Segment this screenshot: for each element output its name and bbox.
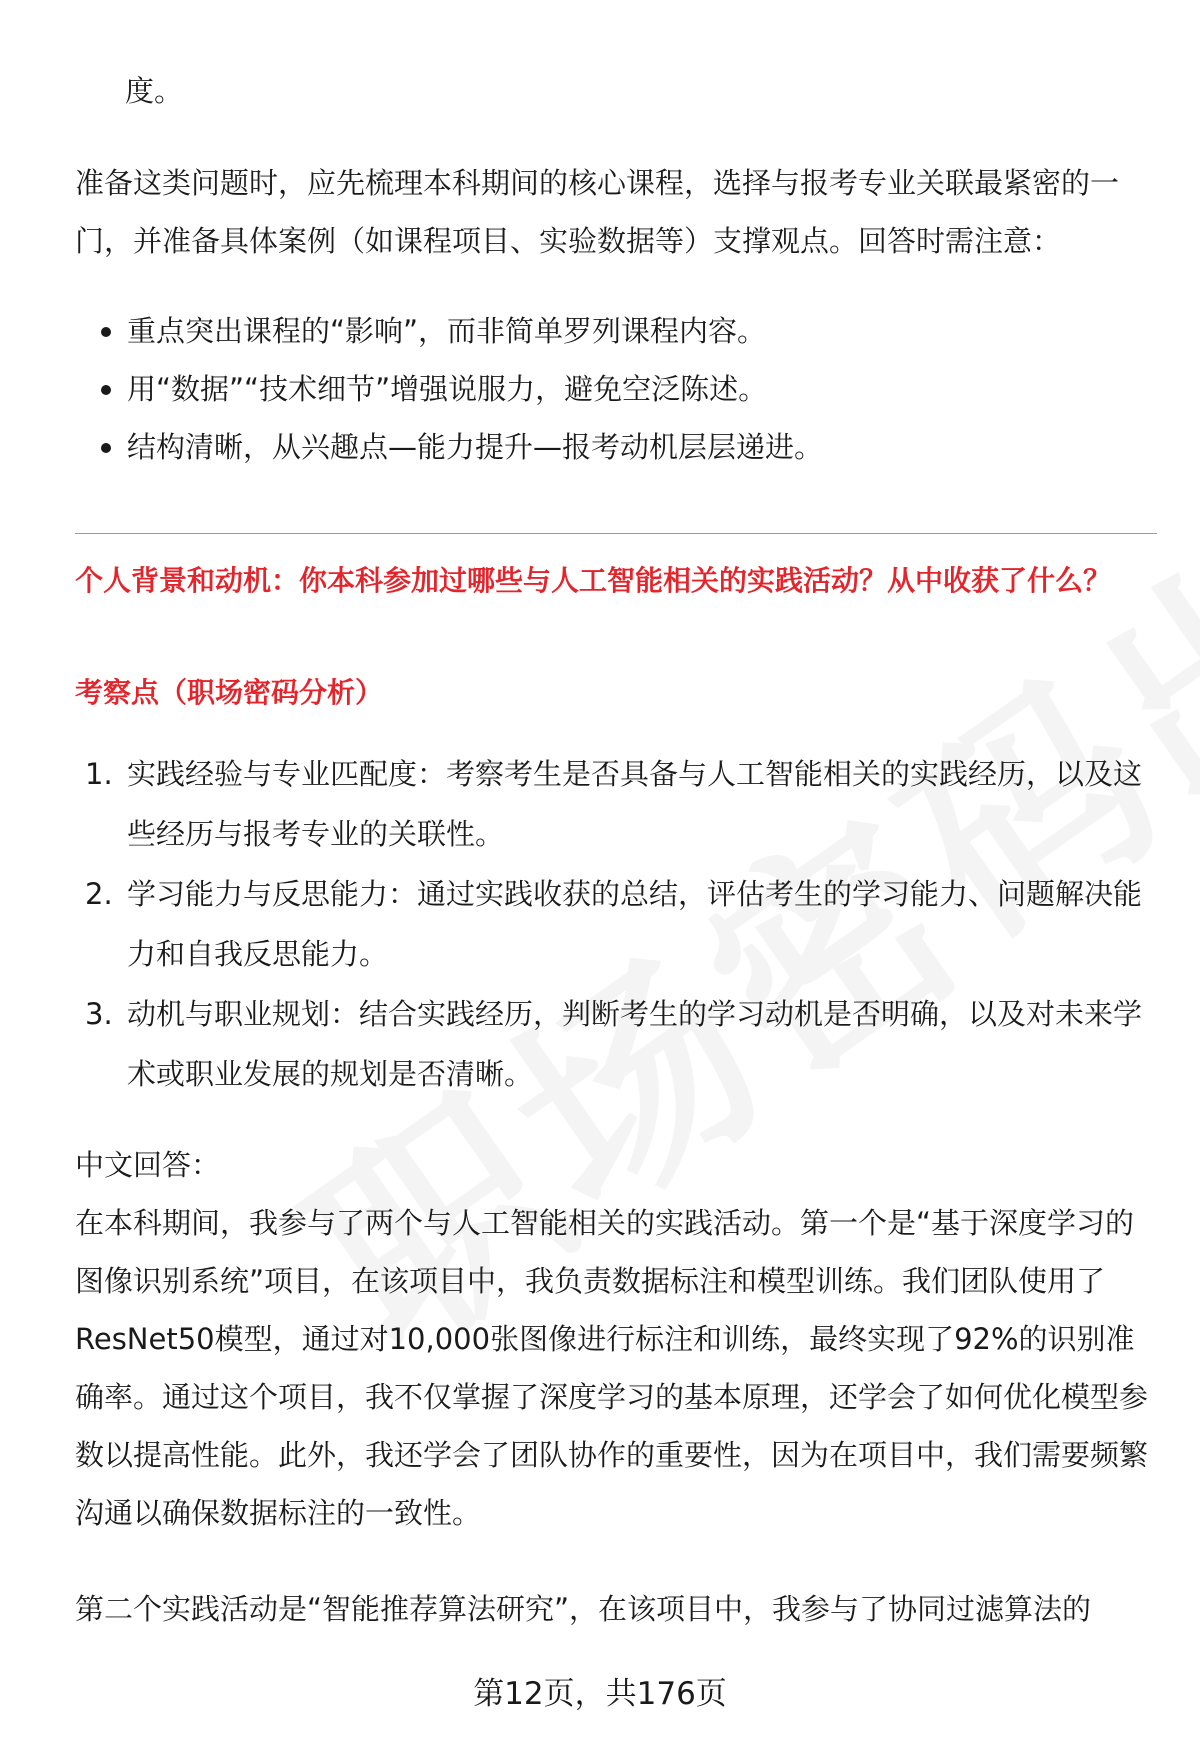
bullet-item: 用“数据”“技术细节”增强说服力，避免空泛陈述。 [75,360,1155,418]
point-number: 1. [85,757,113,791]
point-item [75,984,1155,1104]
points-list [75,744,1155,1104]
point-text: 实践经验与专业匹配度：考察考生是否具备与人工智能相关的实践经历，以及这些经历与报考专业的关联性。 [127,757,1143,851]
answer-paragraph: 在本科期间，我参与了两个与人工智能相关的实践活动。第一个是“基于深度学习的图像识别系统”项目，在该项目中，我负责数据标注和模型训练。我们团队使用了ResNet50模型，通过对10,000张图像进行标注和训练，最终实现了92%的识别准确率。通过这个项目，我不仅掌握了深度学习的基本原理，还学会了如何优化模型参数以提高性能。此外，我还学会了团队协作的重要性，因为在项目中，我们需要频繁沟通以确保数据标注的一致性。 [75,1206,1149,1530]
section-title: 考察点（职场密码分析） [75,676,384,709]
bullet-item: 结构清晰，从兴趣点—能力提升—报考动机层层递进。 [75,418,1155,476]
point-item [75,744,1155,864]
continuation-text: 度。 [125,74,184,108]
advice-paragraph: 准备这类问题时，应先梳理本科期间的核心课程，选择与报考专业关联最紧密的一门，并准备具体案例（如课程项目、实验数据等）支撑观点。回答时需注意： [75,166,1120,258]
answer-paragraph: 第二个实践活动是“智能推荐算法研究”，在该项目中，我参与了协同过滤算法的 [75,1592,1092,1626]
advice-bullet-list [75,302,1155,476]
page-footer: 第12页，共176页 [473,1676,727,1712]
question-title: 个人背景和动机：你本科参加过哪些与人工智能相关的实践活动？从中收获了什么？ [75,564,1112,597]
point-item [75,864,1155,984]
point-text: 动机与职业规划：结合实践经历，判断考生的学习动机是否明确，以及对未来学术或职业发展的规划是否清晰。 [127,997,1143,1091]
answer-label: 中文回答： [75,1148,221,1182]
point-number: 2. [85,877,113,911]
point-text: 学习能力与反思能力：通过实践收获的总结，评估考生的学习能力、问题解决能力和自我反思能力。 [127,877,1143,971]
section-divider [75,533,1157,534]
point-number: 3. [85,997,113,1031]
bullet-item: 重点突出课程的“影响”，而非简单罗列课程内容。 [75,302,1155,360]
